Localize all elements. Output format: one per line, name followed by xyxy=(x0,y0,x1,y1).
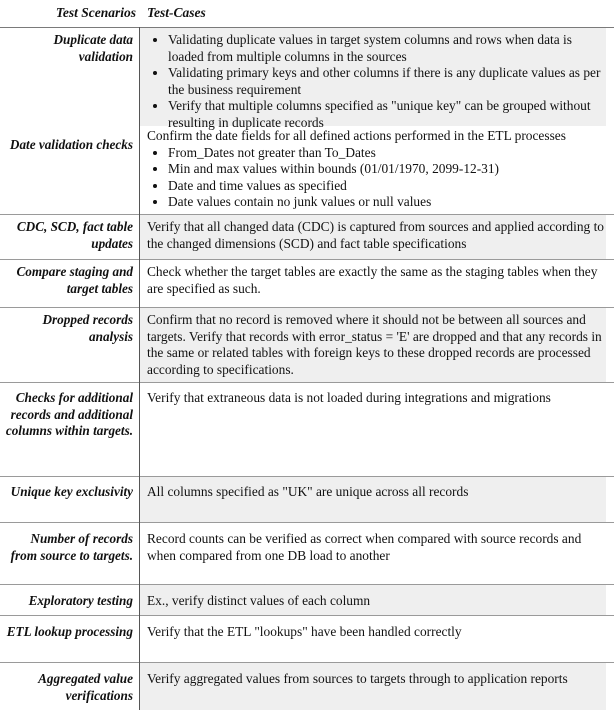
table-row-etl-lookup xyxy=(0,615,614,662)
test-cases-cell xyxy=(140,126,606,214)
scenario-label: Dropped records analysis xyxy=(42,312,133,344)
test-cases-cell: Verify that extraneous data is not loaded during integrations and migrations xyxy=(147,390,551,405)
table-row-duplicate-data-validation xyxy=(0,28,614,130)
scenario-label: Aggregated value verifications xyxy=(38,671,133,703)
table-row-date-validation-checks xyxy=(0,126,614,214)
table-row-cdc-scd xyxy=(0,214,614,259)
table-row-unique-key xyxy=(0,476,614,522)
list-item: • From_Dates not greater than To_Dates xyxy=(168,145,606,162)
scenario-label: Duplicate data validation xyxy=(53,32,133,64)
scenario-label: CDC, SCD, fact table updates xyxy=(16,219,133,251)
scenario-label: Checks for additional records and additional columns within targets. xyxy=(5,390,133,438)
scenario-label: Number of records from source to targets. xyxy=(10,531,133,563)
list-item: • Date and time values as specified xyxy=(168,178,606,195)
test-cases-cell: Check whether the target tables are exactly the same as the staging tables when they are specified as such. xyxy=(147,264,598,296)
table-header xyxy=(0,0,614,28)
intro-text: Confirm the date fields for all defined actions performed in the ETL processes xyxy=(147,128,566,143)
list-item: • Min and max values within bounds (01/01/1970, 2099-12-31) xyxy=(168,161,606,178)
list-item: • Verify that multiple columns specified as "unique key" can be grouped without resulting in duplicate records xyxy=(168,98,606,131)
test-cases-cell: Verify that the ETL "lookups" have been handled correctly xyxy=(147,624,462,639)
test-cases-cell: Ex., verify distinct values of each column xyxy=(140,585,606,615)
scenario-label: Unique key exclusivity xyxy=(10,484,133,499)
table-row-record-counts xyxy=(0,522,614,584)
bullet-list xyxy=(147,145,606,211)
list-item: • Validating primary keys and other columns if there is any duplicate values as per the business requirement xyxy=(168,65,606,98)
list-item: • Date values contain no junk values or null values xyxy=(168,194,606,211)
table-row-aggregated-values xyxy=(0,662,614,710)
table-row-exploratory-testing xyxy=(0,584,614,615)
header-test-cases: Test-Cases xyxy=(147,5,206,20)
scenario-label: Exploratory testing xyxy=(28,593,133,608)
test-cases-cell: Record counts can be verified as correct when compared with source records and when compared from one DB load to another xyxy=(147,531,582,563)
test-cases-cell: Confirm that no record is removed where it should not be between all sources and targets. Verify that records with error_status = 'E' are dropped and that any records in the same or related tables with foreign keys to these dropped records are processed according to specifications. xyxy=(140,308,606,382)
list-item: • Validating duplicate values in target system columns and rows when data is loaded from multiple columns in the sources xyxy=(168,32,606,65)
test-cases-cell: All columns specified as "UK" are unique across all records xyxy=(140,477,606,522)
column-divider xyxy=(139,27,140,710)
test-cases-cell: Verify that all changed data (CDC) is captured from sources and applied according to the changed dimensions (SCD) and fact table specifications xyxy=(140,215,606,259)
header-test-scenarios: Test Scenarios xyxy=(55,5,136,20)
scenario-label: Compare staging and target tables xyxy=(16,264,133,296)
table-row-additional-records xyxy=(0,382,614,476)
test-cases-cell xyxy=(140,28,606,130)
scenario-label: ETL lookup processing xyxy=(6,624,133,639)
test-cases-cell: Verify aggregated values from sources to targets through to application reports xyxy=(140,663,606,710)
table-row-compare-staging xyxy=(0,259,614,307)
bullet-list xyxy=(147,32,606,132)
scenario-label: Date validation checks xyxy=(9,137,133,152)
table-row-dropped-records xyxy=(0,307,614,382)
